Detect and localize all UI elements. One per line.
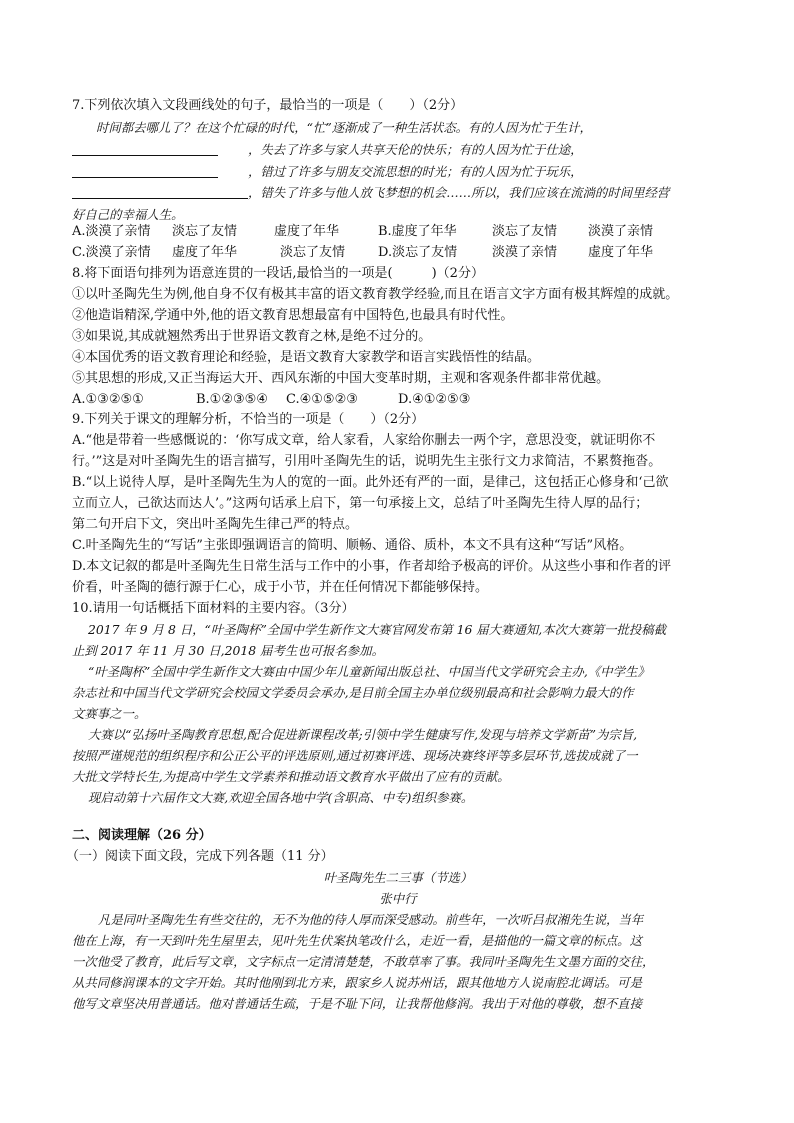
subsection-heading: （一）阅读下面文段，完成下列各题（11 分） (66, 849, 334, 864)
passage-line: 一次他受了教育，此后写文章，文字标点一定清清楚楚，不敢草率了事。我同叶圣陶先生文墨方面的交往， (72, 954, 655, 969)
option-text: C.④①⑤②③ (286, 392, 358, 407)
passage-title: 叶圣陶先生二三事（节选） (323, 870, 473, 885)
q8-sentence: ④本国优秀的语文教育理论和经验，是语文教育大家教学和语言实践悟性的结晶。 (72, 350, 541, 365)
option-text: 淡忘了友情 (492, 224, 558, 239)
q8-sentence: ②他造诣精深,学通中外,他的语文教育思想最富有中国特色,也最具有时代性。 (72, 308, 514, 323)
q9-option-line: 行。’”这是对叶圣陶先生的语言描写，引用叶圣陶先生的话，说明先生主张行文力求简洁，不累赘拖沓。 (72, 454, 662, 469)
option-text: B.虚度了年华 (378, 224, 457, 239)
section-heading: 二、阅读理解（26 分） (72, 828, 212, 843)
passage-line: 凡是同叶圣陶先生有些交往的，无不为他的待人厚而深受感动。前些年，一次听吕叔湘先生说，当年 (98, 912, 644, 927)
q10-material-line: “叶圣陶杯”全国中学生新作文大赛由中国少年儿童新闻出版总社、中国当代文学研究会主办,《中学生》 (88, 664, 650, 679)
option-text: 淡漠了亲情 (588, 224, 654, 239)
q8-sentence: ③如果说,其成就翘然秀出于世界语文教育之林,是绝不过分的。 (72, 329, 432, 344)
option-text: 淡忘了友情 (280, 245, 346, 260)
option-text: A.①③②⑤① (72, 392, 144, 407)
option-text: 虚度了年华 (172, 245, 238, 260)
q9-option-line: D.本文记叙的都是叶圣陶先生日常生活与工作中的小事，作者却给予极高的评价。从这些小事和作者的评 (72, 559, 672, 574)
option-text: 淡漠了亲情 (492, 245, 558, 260)
q10-material-line: 按照严谨规范的组织程序和公正公平的评选原则,通过初赛评选、现场决赛终评等多层环节,选拔成就了一 (72, 748, 638, 763)
q9-option-line: 第二句开启下文，突出叶圣陶先生律己严的特点。 (72, 517, 359, 532)
passage-line: 从共同修润课本的文字开始。其时他刚到北方来，跟家乡人说苏州话，跟其他地方人说南腔北调话。可是 (72, 975, 642, 990)
answer-blank (72, 141, 218, 156)
q9-option-line: 立而立人，己欲达而达人’。”这两句话承上启下，第一句承接上文，总结了叶圣陶先生待人厚的品行； (72, 496, 649, 511)
option-text: A.淡漠了亲情 (72, 224, 151, 239)
option-text: 淡忘了友情 (172, 224, 238, 239)
q10-material-line: 止到 2017 年 11 月 30 日,2018 届考生也可报名参加。 (72, 643, 384, 658)
q8-sentence: ①以叶圣陶先生为例,他自身不仅有极其丰富的语文教育教学经验,而且在语言文字方面有极其辉煌的成就。 (72, 287, 679, 302)
option-text: 虚度了年华 (588, 245, 654, 260)
q8-stem: 8.将下面语句排列为语意连贯的一段话,最恰当的一项是( )（2分） (72, 266, 484, 281)
option-text: B.①②③⑤④ (196, 392, 268, 407)
q10-material-line: 文赛事之一。 (72, 706, 147, 721)
passage-author: 张中行 (379, 891, 417, 906)
q10-material-line: 2017 年 9 月 8 日，“叶圣陶杯”全国中学生新作文大赛官网发布第 16 届大赛通知,本次大赛第一批投稿截 (88, 622, 667, 637)
q10-material-line: 杂志社和中国当代文学研究会校园文学委员会承办,是目前全国主办单位级别最高和社会影响力最大的作 (72, 685, 634, 700)
option-text: D.淡忘了友情 (378, 245, 458, 260)
passage-line: 他写文章坚决用普通话。他对普通话生疏，于是不耻下问，让我帮他修润。我出于对他的尊敬，想不直接 (72, 996, 642, 1011)
q7-stem: 7.下列依次填入文段画线处的句子，最恰当的一项是（ ）（2分） (72, 98, 464, 113)
q9-stem: 9.下列关于课文的理解分析，不恰当的一项是（ ）（2分） (72, 412, 425, 427)
answer-blank (72, 184, 248, 199)
q9-option-line: A.“他是带着一些感慨说的：‘你写成文章，给人家看，人家给你删去一两个字，意思没变，就证明你不 (72, 433, 656, 448)
q10-material-line: 大批文学特长生,为提高中学生文学素养和推动语文教育水平做出了应有的贡献。 (72, 769, 510, 784)
q8-sentence: ⑤其思想的形成,又正当海运大开、西风东渐的中国大变革时期，主观和客观条件都非常优越。 (72, 371, 610, 386)
passage-line: 他在上海，有一天到叶先生屋里去，见叶先生伏案执笔改什么，走近一看，是描他的一篇文章的标点。这 (72, 933, 642, 948)
answer-blank (72, 163, 218, 178)
q7-passage-line: ，错失了许多与他人放飞梦想的机会……所以，我们应该在流淌的时间里经营 (72, 183, 724, 203)
option-text: 虚度了年华 (274, 224, 340, 239)
q10-stem: 10.请用一句话概括下面材料的主要内容。（3分） (72, 601, 355, 616)
q9-option-line: B.“以上说待人厚，是叶圣陶先生为人的宽的一面。此外还有严的一面，是律己，这包括正心修身和‘己欲 (72, 475, 669, 490)
q7-passage-line: 好自己的幸福人生。 (72, 207, 184, 222)
q7-passage-line: ，失去了许多与家人共享天伦的快乐；有的人因为忙于仕途， (72, 140, 724, 160)
q9-option-line: 价看，叶圣陶的德行源于仁心，成于小节，并在任何情况下都能够保持。 (72, 580, 489, 595)
option-text: D.④①②⑤③ (398, 392, 471, 407)
q7-passage-line: ，错过了许多与朋友交流思想的时光；有的人因为忙于玩乐， (72, 162, 724, 182)
q10-material-line: 现启动第十六届作文大赛,欢迎全国各地中学(含职高、中专)组织参赛。 (88, 790, 474, 805)
q10-material-line: 大赛以“弘扬叶圣陶教育思想,配合促进新课程改革;引领中学生健康写作,发现与培养文学新苗”为宗旨, (88, 727, 638, 742)
option-text: C.淡漠了亲情 (72, 245, 151, 260)
q7-passage-line: 时间都去哪儿了？在这个忙碌的时代，“忙”逐渐成了一种生活状态。有的人因为忙于生计， (96, 120, 592, 135)
q9-option-line: C.叶圣陶先生的“写话”主张即强调语言的简明、顺畅、通俗、质朴，本文不具有这种“写话”风格。 (72, 538, 633, 553)
